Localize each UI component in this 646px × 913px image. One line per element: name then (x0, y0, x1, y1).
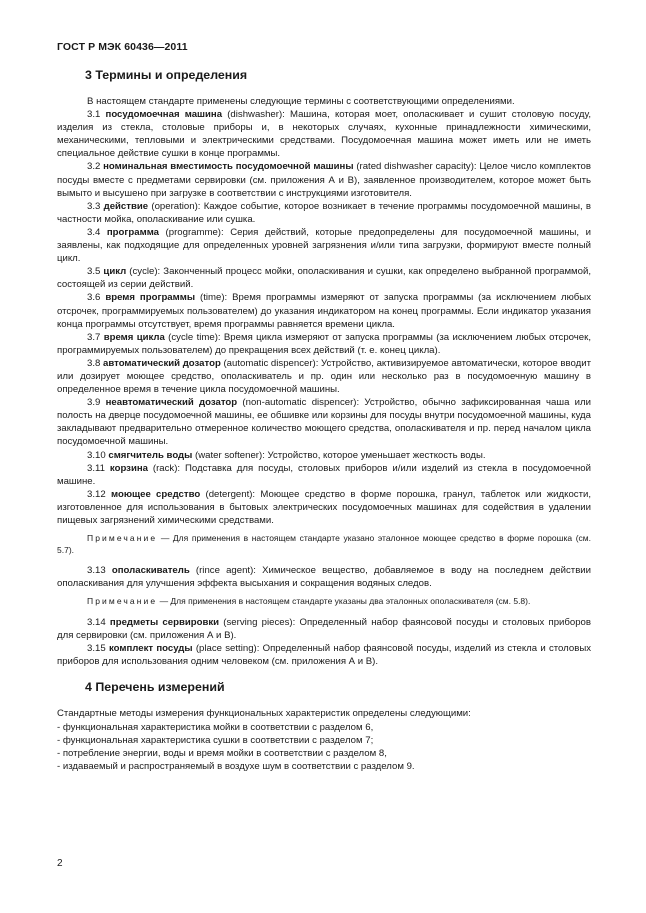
term-name: цикл (103, 266, 127, 278)
term-name: неавтоматический дозатор (105, 397, 238, 409)
term-name: автоматический дозатор (103, 357, 221, 369)
term-name: номинальная вместимость посудомоечной машины (103, 161, 354, 173)
term-number: 3.5 (87, 266, 101, 278)
term-definition (57, 200, 591, 226)
term-name: предметы сервировки (109, 617, 220, 629)
terms-list (57, 564, 591, 590)
term-definition (57, 226, 591, 265)
term-text: (automatic dispencer): Устройство, активизируемое автоматически, которое вводит или дозирует моющее средство, ополаскиватель и пр. один или несколько раз в посудомоечную машину в определенное время в течение цикла посудомоечной машины. (57, 357, 591, 396)
term-text: (rince agent): Химическое вещество, добавляемое в воду на последнем действии ополаскивания для улучшения эффекта высыхания и сокращения водяных следов. (57, 565, 592, 590)
term-number: 3.4 (87, 226, 101, 238)
term-text: (non-automatic dispencer): Устройство, обычно зафиксированная чаша или полость на дверце посудомоечной машины, ее обшивке или корзины для посуды внутри посудомоечной машины, куда закладывают предварительно отмеренное количество моющего средства, ополаскивателя и пр. перед началом цикла посудомоечной машины. (57, 397, 591, 448)
note-1 (57, 533, 591, 556)
term-text: (dishwasher): Машина, которая моет, ополаскивает и сушит столовую посуду, изделия из стекла, столовые приборы и, в некоторых случаях, кухонные принадлежности химическими, механическими, тепловыми и электрическими средствами. Посудомоечная машина может иметь или не иметь специальное действие сушки в конце программы. (57, 109, 591, 160)
term-name: действие (103, 200, 149, 212)
term-text: (time): Время программы измеряют от запуска программы (за исключением любых отсрочек, программируемых пользователем) до указания индикатором на конец программы. Если индикатор указания конца программы отсутствует, время программы равняется времени цикла. (57, 292, 591, 330)
standard-header: ГОСТ Р МЭК 60436—2011 (57, 41, 188, 53)
term-definition (57, 396, 591, 448)
term-name: посудомоечная машина (105, 109, 223, 121)
term-definition (57, 616, 591, 642)
term-number: 3.11 (87, 462, 105, 474)
term-text: (operation): Каждое событие, которое возникает в течение программы посудомоечной машины, в частности мойка, ополаскивание или сушка. (57, 200, 591, 225)
term-name: ополаскиватель (111, 565, 190, 577)
term-text: (detergent): Моющее средство в форме порошка, гранул, таблеток или жидкости, изготовленное для использования в бытовых электрических посудомоечных машинах для содействия в удалении пищевых загрязнений химическими средствами. (57, 488, 591, 526)
list-item: - потребление энергии, воды и время мойки в соответствии с разделом 8, (57, 747, 387, 759)
term-definition (57, 462, 591, 488)
term-definition (57, 642, 591, 668)
term-text: (cycle time): Время цикла измеряют от запуска программы (за исключением любых отсрочек, программируемых пользователем) до прекращения всех действий (т. е. конец цикла). (57, 331, 591, 356)
term-number: 3.7 (87, 331, 101, 343)
term-text: (rack): Подставка для посуды, столовых приборов и/или изделий из стекла в посудомоечной машине. (57, 462, 592, 487)
note-text: — Для применения в настоящем стандарте указаны два эталонных ополаскивателя (см. 5.8). (157, 596, 531, 607)
term-name: смягчитель воды (108, 449, 193, 461)
term-number: 3.8 (87, 357, 101, 369)
term-name: корзина (109, 462, 148, 474)
term-text: (cycle): Законченный процесс мойки, ополаскивания и сушки, как определено выбранной программой, состоящей из серии действий. (57, 266, 591, 291)
term-number: 3.12 (87, 488, 106, 500)
term-text: (programme): Серия действий, которые предопределены для посудомоечной машины, и заявлены, как подходящие для определенных уровней загрязнения и/или типа загрузки, формируют вместе полный цикл. (57, 226, 591, 265)
term-definition (57, 357, 591, 396)
section-3-title: 3 Термины и определения (85, 68, 248, 82)
section-3-intro: В настоящем стандарте применены следующие термины с соответствующими определениями. (87, 96, 515, 107)
term-name: программа (106, 226, 160, 238)
term-number: 3.3 (87, 200, 101, 212)
term-definition (57, 265, 591, 291)
terms-list (57, 108, 591, 527)
term-number: 3.13 (87, 565, 106, 577)
measurements-list (57, 721, 591, 773)
term-definition (57, 160, 591, 199)
term-definition (57, 488, 591, 527)
term-name: время программы (105, 292, 196, 304)
section-4-intro: Стандартные методы измерения функциональных характеристик определены следующими: (57, 708, 471, 720)
note-text: — Для применения в настоящем стандарте указано эталонное моющее средство в форме порошка (см. 5.7). (57, 533, 591, 555)
term-text: (place setting): Определенный набор фаянсовой посуды, изделий из стекла и столовых приборов для использования одним человеком (см. приложения А и В). (57, 643, 592, 668)
term-name: время цикла (103, 331, 165, 343)
document-body (57, 68, 591, 773)
list-item: - функциональная характеристика сушки в соответствии с разделом 7; (57, 734, 374, 746)
term-number: 3.1 (87, 109, 101, 121)
terms-list (57, 616, 591, 668)
note-label: Примечание (87, 533, 158, 544)
term-name: моющее средство (110, 488, 201, 500)
term-number: 3.9 (87, 397, 101, 409)
list-item: - функциональная характеристика мойки в соответствии с разделом 6, (57, 721, 374, 733)
term-text: (serving pieces): Определенный набор фаянсовой посуды и столовых приборов для сервировки (см. приложения А и В). (57, 617, 591, 642)
note-2 (57, 596, 591, 608)
term-text: (rated dishwasher capacity): Целое число комплектов посуды вместе с предметами сервировки (см. приложения А и В), заявленное производителем, которое может быть вымыто и высушено при загрузке в соответствии с инструкциями изготовителя. (57, 161, 591, 199)
term-number: 3.14 (87, 617, 106, 629)
term-number: 3.2 (87, 161, 101, 173)
page-number: 2 (57, 858, 63, 869)
note-label: Примечание (87, 596, 158, 607)
term-definition (57, 291, 591, 330)
term-name: комплект посуды (108, 643, 193, 655)
list-item: - издаваемый и распространяемый в воздухе шум в соответствии с разделом 9. (57, 760, 415, 772)
term-definition (57, 108, 591, 160)
section-4-title: 4 Перечень измерений (85, 680, 225, 695)
term-definition (57, 331, 591, 357)
term-definition (57, 449, 591, 462)
term-definition (57, 564, 591, 590)
term-number: 3.6 (87, 292, 101, 304)
term-number: 3.15 (87, 643, 106, 655)
term-number: 3.10 (87, 449, 106, 461)
term-text: (water softener): Устройство, которое уменьшает жесткость воды. (192, 449, 486, 461)
